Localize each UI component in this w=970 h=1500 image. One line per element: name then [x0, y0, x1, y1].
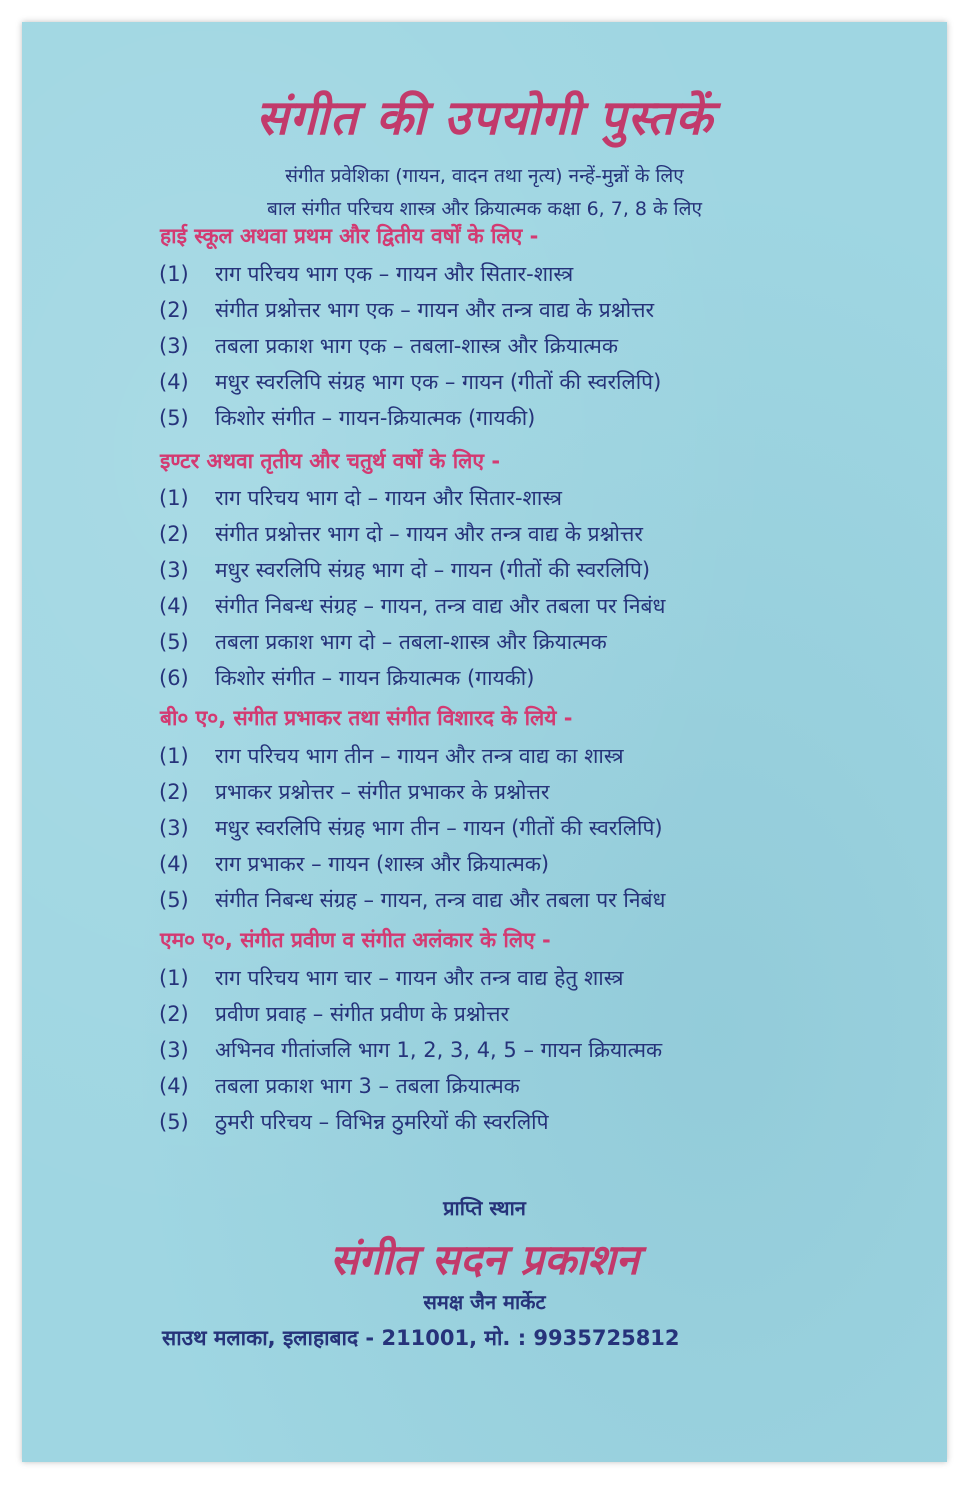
item-number: (4) [159, 1074, 189, 1098]
availability-label: प्राप्ति स्थान [443, 1196, 526, 1220]
item-text: अभिनव गीतांजलि भाग 1, 2, 3, 4, 5 – गायन क्रियात्मक [215, 1038, 663, 1062]
item-number: (1) [159, 262, 189, 286]
page-title: संगीत की उपयोगी पुस्तकें [255, 90, 714, 146]
address-line: साउथ मलाका, इलाहाबाद - 211001, मो. : 9935725812 [162, 1326, 680, 1350]
item-number: (1) [159, 486, 189, 510]
list-item [159, 1108, 549, 1136]
item-text: मधुर स्वरलिपि संग्रह भाग तीन – गायन (गीतों की स्वरलिपि) [215, 816, 663, 840]
item-number: (4) [159, 852, 189, 876]
item-number: (6) [159, 666, 189, 690]
section-heading: बी० ए०, संगीत प्रभाकर तथा संगीत विशारद के लिये - [160, 706, 573, 730]
list-item [159, 886, 665, 914]
item-text: राग परिचय भाग एक – गायन और सितार-शास्त्र [215, 262, 574, 286]
item-text: राग प्रभाकर – गायन (शास्त्र और क्रियात्मक) [215, 852, 550, 876]
item-text: तबला प्रकाश भाग एक – तबला-शास्त्र और क्रियात्मक [215, 334, 618, 358]
item-number: (4) [159, 594, 189, 618]
item-number: (3) [159, 1038, 189, 1062]
item-text: किशोर संगीत – गायन क्रियात्मक (गायकी) [215, 666, 535, 690]
item-text: राग परिचय भाग चार – गायन और तन्त्र वाद्य हेतु शास्त्र [215, 966, 624, 990]
publisher-name: संगीत सदन प्रकाशन [329, 1235, 639, 1284]
item-text: राग परिचय भाग तीन – गायन और तन्त्र वाद्य का शास्त्र [215, 744, 624, 768]
list-item [159, 520, 643, 548]
item-text: ठुमरी परिचय – विभिन्न ठुमरियों की स्वरलिपि [215, 1110, 549, 1134]
item-text: तबला प्रकाश भाग दो – तबला-शास्त्र और क्रियात्मक [215, 630, 607, 654]
item-number: (2) [159, 1002, 189, 1026]
list-item [159, 368, 661, 396]
list-item [159, 1036, 662, 1064]
list-item [159, 296, 654, 324]
list-item [159, 628, 607, 656]
list-item [159, 1072, 520, 1100]
item-number: (5) [159, 1110, 189, 1134]
item-text: संगीत प्रश्नोत्तर भाग दो – गायन और तन्त्र वाद्य के प्रश्नोत्तर [215, 522, 643, 546]
item-text: प्रवीण प्रवाह – संगीत प्रवीण के प्रश्नोत्तर [215, 1002, 510, 1026]
item-text: संगीत निबन्ध संग्रह – गायन, तन्त्र वाद्य और तबला पर निबंध [215, 594, 666, 618]
item-text: संगीत निबन्ध संग्रह – गायन, तन्त्र वाद्य और तबला पर निबंध [215, 888, 666, 912]
item-text: प्रभाकर प्रश्नोत्तर – संगीत प्रभाकर के प्रश्नोत्तर [215, 780, 550, 804]
item-text: मधुर स्वरलिपि संग्रह भाग एक – गायन (गीतों की स्वरलिपि) [215, 370, 662, 394]
item-text: मधुर स्वरलिपि संग्रह भाग दो – गायन (गीतों की स्वरलिपि) [215, 558, 651, 582]
book-back-cover [22, 22, 947, 1462]
intro-line: बाल संगीत परिचय शास्त्र और क्रियात्मक कक्षा 6, 7, 8 के लिए [266, 198, 702, 220]
address-line: समक्ष जैन मार्केट [423, 1290, 546, 1314]
item-text: तबला प्रकाश भाग 3 – तबला क्रियात्मक [215, 1074, 520, 1098]
item-number: (3) [159, 558, 189, 582]
item-text: किशोर संगीत – गायन-क्रियात्मक (गायकी) [215, 406, 536, 430]
section-heading: इण्टर अथवा तृतीय और चतुर्थ वर्षों के लिए - [160, 449, 501, 473]
item-number: (2) [159, 298, 189, 322]
list-item [159, 814, 663, 842]
item-text: संगीत प्रश्नोत्तर भाग एक – गायन और तन्त्र वाद्य के प्रश्नोत्तर [215, 298, 655, 322]
list-item [159, 964, 623, 992]
item-number: (3) [159, 816, 189, 840]
item-number: (2) [159, 522, 189, 546]
section-heading: हाई स्कूल अथवा प्रथम और द्वितीय वर्षों के लिए - [160, 224, 539, 248]
list-item [159, 742, 624, 770]
list-item [159, 556, 650, 584]
section-heading: एम० ए०, संगीत प्रवीण व संगीत अलंकार के लिए - [160, 928, 551, 952]
list-item [159, 1000, 509, 1028]
item-number: (5) [159, 406, 189, 430]
list-item [159, 592, 665, 620]
list-item [159, 664, 534, 692]
list-item [159, 484, 562, 512]
item-number: (2) [159, 780, 189, 804]
intro-line: संगीत प्रवेशिका (गायन, वादन तथा नृत्य) नन्हें-मुन्नों के लिए [285, 165, 684, 187]
list-item [159, 404, 535, 432]
item-number: (3) [159, 334, 189, 358]
list-item [159, 332, 618, 360]
item-number: (1) [159, 966, 189, 990]
item-number: (5) [159, 630, 189, 654]
list-item [159, 778, 550, 806]
list-item [159, 850, 549, 878]
list-item [159, 260, 573, 288]
item-number: (5) [159, 888, 189, 912]
item-number: (4) [159, 370, 189, 394]
item-text: राग परिचय भाग दो – गायन और सितार-शास्त्र [215, 486, 563, 510]
item-number: (1) [159, 744, 189, 768]
